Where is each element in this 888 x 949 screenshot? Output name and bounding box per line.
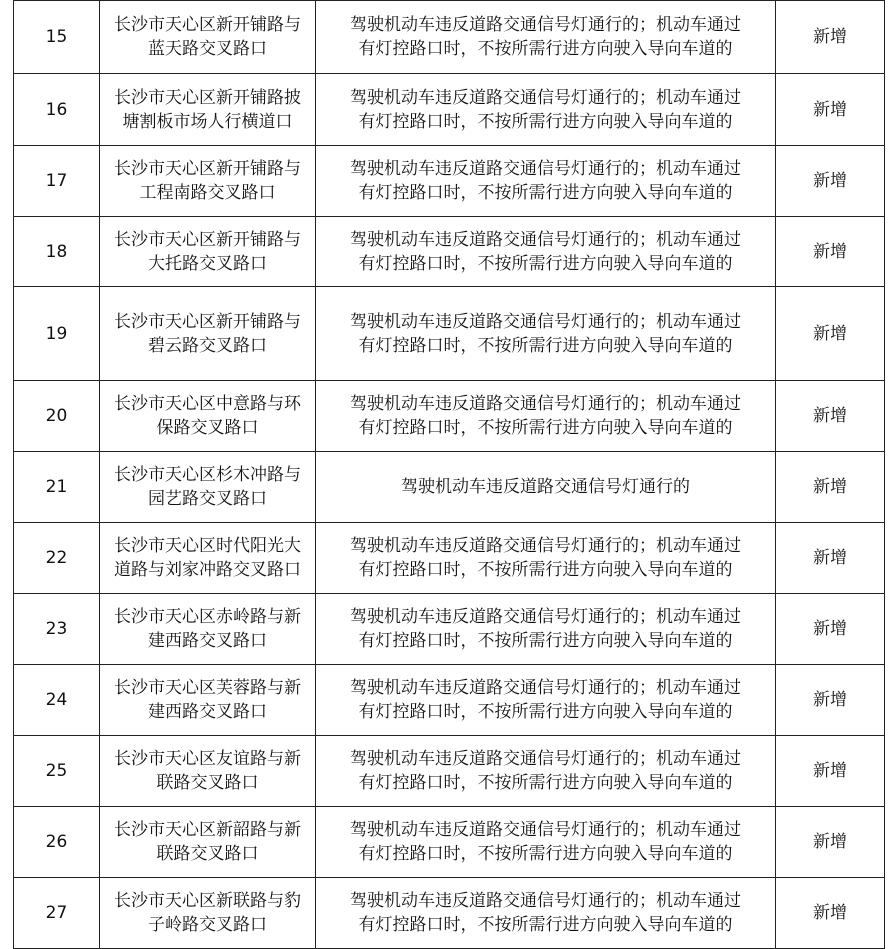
violation-line-2: 有灯控路口时，不按所需行进方向驶入导向车道的 xyxy=(358,773,733,793)
row-number: 25 xyxy=(14,736,100,807)
location-cell xyxy=(100,736,316,807)
location-line-2: 蓝天路交叉路口 xyxy=(148,39,267,59)
location-line-1: 长沙市天心区中意路与环 xyxy=(114,394,301,414)
location-line-2: 建西路交叉路口 xyxy=(148,631,267,651)
row-number: 16 xyxy=(14,74,100,146)
violation-line-1: 驾驶机动车违反道路交通信号灯通行的；机动车通过 xyxy=(350,749,741,769)
violation-cell xyxy=(316,381,776,452)
location-line-1: 长沙市天心区芙蓉路与新 xyxy=(114,678,301,698)
row-number: 17 xyxy=(14,146,100,217)
violation-cell xyxy=(316,807,776,878)
row-number: 27 xyxy=(14,878,100,949)
violation-line-2: 有灯控路口时，不按所需行进方向驶入导向车道的 xyxy=(358,111,733,132)
table-row xyxy=(14,594,885,665)
table-row xyxy=(14,217,885,287)
status-cell: 新增 xyxy=(776,217,885,287)
status-cell: 新增 xyxy=(776,287,885,381)
status-cell: 新增 xyxy=(776,1,885,74)
violation-line-2: 有灯控路口时，不按所需行进方向驶入导向车道的 xyxy=(358,560,733,580)
location-line-1: 长沙市天心区新开铺路披 xyxy=(114,87,301,108)
violation-cell xyxy=(316,217,776,287)
status-cell: 新增 xyxy=(776,594,885,665)
location-cell xyxy=(100,452,316,523)
violation-line-1: 驾驶机动车违反道路交通信号灯通行的；机动车通过 xyxy=(350,87,741,108)
status-cell: 新增 xyxy=(776,523,885,594)
location-line-1: 长沙市天心区赤岭路与新 xyxy=(114,607,301,627)
location-cell xyxy=(100,807,316,878)
location-line-1: 长沙市天心区新开铺路与 xyxy=(114,311,301,332)
location-cell xyxy=(100,523,316,594)
violation-line-2: 有灯控路口时，不按所需行进方向驶入导向车道的 xyxy=(358,39,733,59)
table-body xyxy=(14,1,885,949)
row-number: 23 xyxy=(14,594,100,665)
table-row xyxy=(14,74,885,146)
location-cell xyxy=(100,74,316,146)
table-row xyxy=(14,287,885,381)
violation-line-2: 有灯控路口时，不按所需行进方向驶入导向车道的 xyxy=(358,418,733,438)
location-line-2: 大托路交叉路口 xyxy=(148,253,267,274)
table-row xyxy=(14,807,885,878)
location-line-1: 长沙市天心区新开铺路与 xyxy=(114,229,301,250)
violation-cell xyxy=(316,594,776,665)
row-number: 18 xyxy=(14,217,100,287)
row-number: 26 xyxy=(14,807,100,878)
location-cell xyxy=(100,878,316,949)
location-line-1: 长沙市天心区友谊路与新 xyxy=(114,749,301,769)
location-line-2: 子岭路交叉路口 xyxy=(148,915,267,935)
violation-cell xyxy=(316,287,776,381)
violation-line-2: 有灯控路口时，不按所需行进方向驶入导向车道的 xyxy=(358,335,733,356)
violation-line-1: 驾驶机动车违反道路交通信号灯通行的；机动车通过 xyxy=(350,229,741,250)
location-line-1: 长沙市天心区新开铺路与 xyxy=(114,159,301,179)
status-cell: 新增 xyxy=(776,74,885,146)
violation-line-2: 有灯控路口时，不按所需行进方向驶入导向车道的 xyxy=(358,183,733,203)
violation-line-1: 驾驶机动车违反道路交通信号灯通行的；机动车通过 xyxy=(350,891,741,911)
location-line-2: 道路与刘家冲路交叉路口 xyxy=(114,560,301,580)
violation-line-1: 驾驶机动车违反道路交通信号灯通行的；机动车通过 xyxy=(350,159,741,179)
location-line-1: 长沙市天心区新韶路与新 xyxy=(114,820,301,840)
violation-cell xyxy=(316,146,776,217)
location-cell xyxy=(100,665,316,736)
violation-cell xyxy=(316,665,776,736)
violation-line-1: 驾驶机动车违反道路交通信号灯通行的；机动车通过 xyxy=(350,311,741,332)
violation-line-2: 有灯控路口时，不按所需行进方向驶入导向车道的 xyxy=(358,844,733,864)
row-number: 19 xyxy=(14,287,100,381)
violation-cell xyxy=(316,452,776,523)
status-cell: 新增 xyxy=(776,146,885,217)
row-number: 24 xyxy=(14,665,100,736)
violation-line-2: 有灯控路口时，不按所需行进方向驶入导向车道的 xyxy=(358,915,733,935)
location-cell xyxy=(100,594,316,665)
violation-line-1: 驾驶机动车违反道路交通信号灯通行的；机动车通过 xyxy=(350,678,741,698)
location-line-2: 联路交叉路口 xyxy=(156,844,259,864)
status-cell: 新增 xyxy=(776,736,885,807)
violation-line-2: 有灯控路口时，不按所需行进方向驶入导向车道的 xyxy=(358,631,733,651)
violation-line-1: 驾驶机动车违反道路交通信号灯通行的；机动车通过 xyxy=(350,820,741,840)
table-row xyxy=(14,381,885,452)
row-number: 15 xyxy=(14,1,100,74)
table-row xyxy=(14,736,885,807)
location-line-1: 长沙市天心区新开铺路与 xyxy=(114,15,301,35)
violation-line-2: 有灯控路口时，不按所需行进方向驶入导向车道的 xyxy=(358,702,733,722)
violation-line-1: 驾驶机动车违反道路交通信号灯通行的；机动车通过 xyxy=(350,15,741,35)
location-line-1: 长沙市天心区新联路与豹 xyxy=(114,891,301,911)
violation-cell xyxy=(316,523,776,594)
status-cell: 新增 xyxy=(776,452,885,523)
location-line-1: 长沙市天心区杉木冲路与 xyxy=(114,465,301,485)
violation-cell xyxy=(316,1,776,74)
location-line-2: 工程南路交叉路口 xyxy=(139,183,276,203)
location-cell xyxy=(100,1,316,74)
location-line-2: 园艺路交叉路口 xyxy=(148,489,267,509)
location-line-2: 保路交叉路口 xyxy=(156,418,259,438)
violation-cell xyxy=(316,74,776,146)
location-cell xyxy=(100,217,316,287)
location-line-2: 建西路交叉路口 xyxy=(148,702,267,722)
location-cell xyxy=(100,381,316,452)
location-line-2: 塘割板市场人行横道口 xyxy=(122,111,293,132)
row-number: 22 xyxy=(14,523,100,594)
violation-line-2: 有灯控路口时，不按所需行进方向驶入导向车道的 xyxy=(358,253,733,274)
status-cell: 新增 xyxy=(776,381,885,452)
table-row xyxy=(14,878,885,949)
status-cell: 新增 xyxy=(776,807,885,878)
row-number: 21 xyxy=(14,452,100,523)
location-line-2: 碧云路交叉路口 xyxy=(148,335,267,356)
table-row xyxy=(14,523,885,594)
table-row xyxy=(14,452,885,523)
violation-location-table xyxy=(13,0,885,949)
violation-line-1: 驾驶机动车违反道路交通信号灯通行的；机动车通过 xyxy=(350,536,741,556)
violation-line-1: 驾驶机动车违反道路交通信号灯通行的 xyxy=(401,477,690,497)
table-row xyxy=(14,1,885,74)
location-line-1: 长沙市天心区时代阳光大 xyxy=(114,536,301,556)
status-cell: 新增 xyxy=(776,665,885,736)
row-number: 20 xyxy=(14,381,100,452)
violation-line-1: 驾驶机动车违反道路交通信号灯通行的；机动车通过 xyxy=(350,394,741,414)
violation-cell xyxy=(316,736,776,807)
table-row xyxy=(14,146,885,217)
violation-line-1: 驾驶机动车违反道路交通信号灯通行的；机动车通过 xyxy=(350,607,741,627)
status-cell: 新增 xyxy=(776,878,885,949)
location-cell xyxy=(100,146,316,217)
table-row xyxy=(14,665,885,736)
location-cell xyxy=(100,287,316,381)
violation-cell xyxy=(316,878,776,949)
location-line-2: 联路交叉路口 xyxy=(156,773,259,793)
